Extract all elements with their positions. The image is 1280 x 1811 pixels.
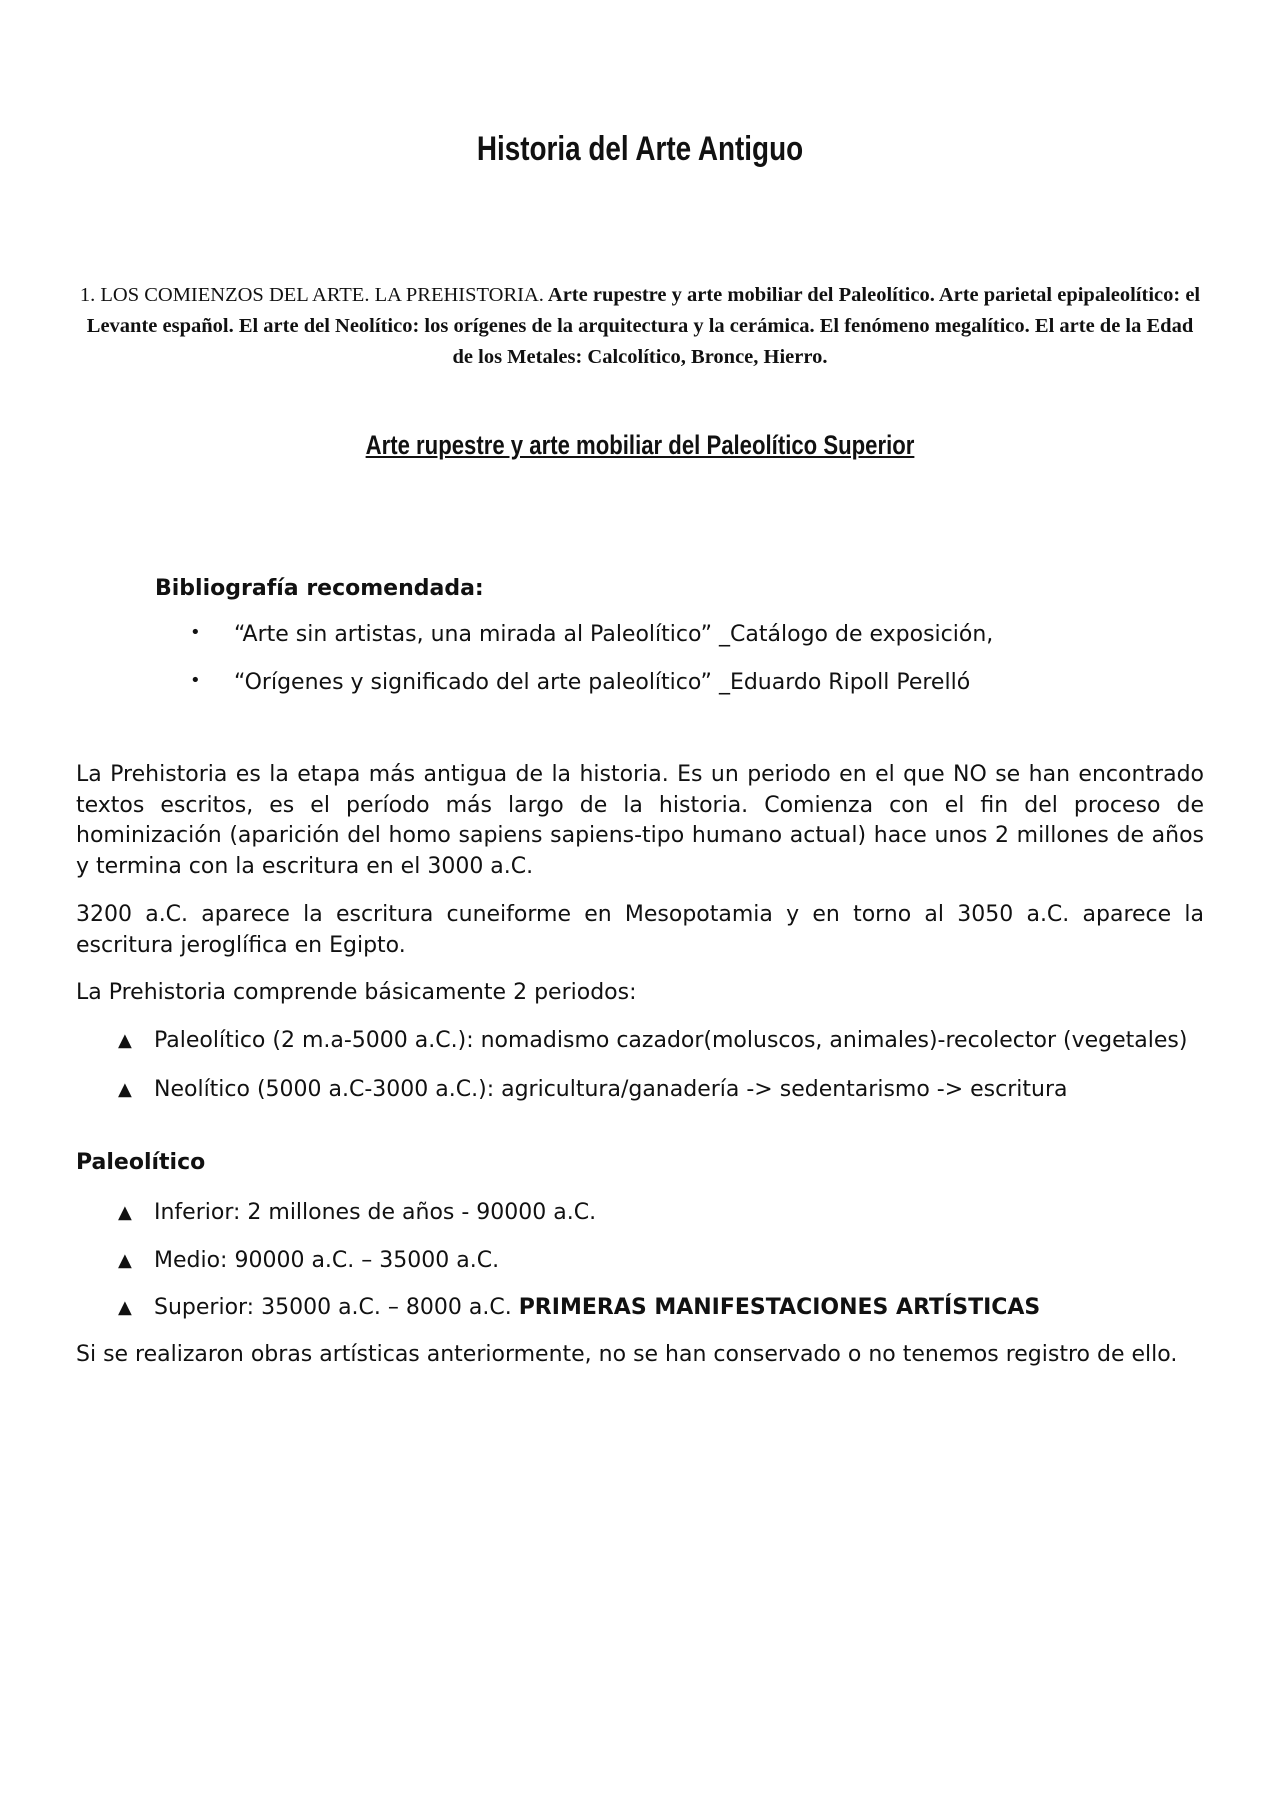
bibliography-item-text: “Orígenes y significado del arte paleolítico” _Eduardo Ripoll Perelló [234,670,971,695]
paragraph-periods-intro: La Prehistoria comprende básicamente 2 periodos: [76,980,637,1005]
paleolithic-list [118,1198,1204,1324]
artistic-emphasis: PRIMERAS MANIFESTACIONES ARTÍSTICAS [518,1295,1041,1320]
triangle-bullet-icon: ▲ [118,1030,132,1051]
unit-heading [76,280,1204,373]
bibliography-title: Bibliografía recomendada: [155,576,484,601]
paleolithic-item-text: Inferior: 2 millones de años - 90000 a.C. [154,1200,597,1225]
paleolithic-item [118,1293,1204,1324]
paragraph-writing: 3200 a.C. aparece la escritura cuneiforme en Mesopotamia y en torno al 3050 a.C. aparece la escritura jeroglífica en Egipto. [76,902,1204,958]
paleolithic-item-text: Superior: 35000 a.C. – 8000 a.C. [154,1295,519,1320]
period-item [118,1026,1204,1057]
unit-heading-lead: 1. LOS COMIENZOS DEL ARTE. LA PREHISTORIA. [79,284,544,306]
period-item [118,1075,1204,1106]
section-heading: Arte rupestre y arte mobiliar del Paleolítico Superior [365,430,915,460]
period-item-text: Paleolítico (2 m.a-5000 a.C.): nomadismo cazador(moluscos, animales)-recolector (vegetales) [154,1028,1188,1053]
paragraph-prehistory-intro: La Prehistoria es la etapa más antigua de la historia. Es un periodo en el que NO se han encontrado textos escritos, es el período más largo de la historia. Comienza con el fin del proceso de hominización (aparición del homo sapiens sapiens-tipo humano actual) hace unos 2 millones de años y termina con la escritura en el 3000 a.C. [76,762,1204,879]
unit-heading-topics: Arte rupestre y arte mobiliar del Paleolítico. Arte parietal epipaleolítico: el Levante español. El arte del Neolítico: los orígenes de la arquitectura y la cerámica. El fenómeno megalítico. El arte de la Edad de los Metales: Calcolítico, Bronce, Hierro. [86,284,1201,368]
bibliography-list [190,622,993,718]
document-title: Historia del Arte Antiguo [476,130,804,168]
triangle-bullet-icon: ▲ [118,1078,132,1100]
paleolithic-item [118,1246,1204,1277]
period-item-text: Neolítico (5000 a.C-3000 a.C.): agricultura/ganadería -> sedentarismo -> escritura [154,1076,1068,1102]
bibliography-item-text: “Arte sin artistas, una mirada al Paleolítico” _Catálogo de exposición, [234,622,994,647]
bibliography-item [190,670,993,718]
triangle-bullet-icon: ▲ [118,1202,132,1223]
triangle-bullet-icon: ▲ [118,1249,132,1271]
periods-list [118,1026,1204,1105]
bullet-icon: • [190,670,201,691]
bibliography-item [190,622,993,670]
paleolithic-item [118,1198,1204,1229]
paragraph-earlier-works: Si se realizaron obras artísticas anteriormente, no se han conservado o no tenemos registro de ello. [76,1342,1178,1367]
paleolithic-heading: Paleolítico [76,1150,206,1175]
triangle-bullet-icon: ▲ [118,1297,132,1318]
paleolithic-item-text: Medio: 90000 a.C. – 35000 a.C. [154,1247,500,1273]
bullet-icon: • [190,622,201,643]
